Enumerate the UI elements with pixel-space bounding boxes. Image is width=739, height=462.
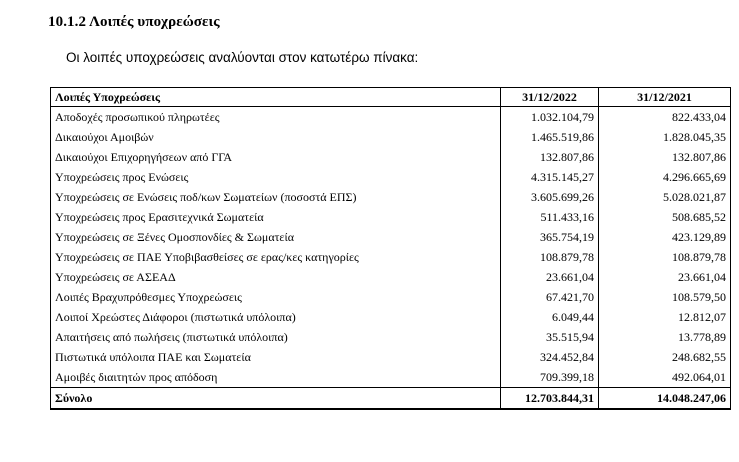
row-label: Υποχρεώσεις σε ΠΑΕ Υποβιβασθείσες σε ερας/κες κατηγορίες <box>51 247 501 267</box>
row-value-2022: 3.605.699,26 <box>501 187 599 207</box>
section-title: 10.1.2 Λοιπές υποχρεώσεις <box>48 14 220 30</box>
table-row <box>51 307 731 327</box>
row-value-2022: 324.452,84 <box>501 347 599 367</box>
row-label: Αποδοχές προσωπικού πληρωτέες <box>51 107 501 128</box>
total-row <box>51 388 731 410</box>
row-value-2021: 5.028.021,87 <box>599 187 731 207</box>
row-value-2021: 132.807,86 <box>599 147 731 167</box>
row-value-2021: 4.296.665,69 <box>599 167 731 187</box>
row-value-2022: 511.433,16 <box>501 207 599 227</box>
table-row <box>51 267 731 287</box>
column-header-2021: 31/12/2021 <box>599 88 731 107</box>
row-value-2021: 108.579,50 <box>599 287 731 307</box>
row-label: Λοιποί Χρεώστες Διάφοροι (πιστωτικά υπόλοιπα) <box>51 307 501 327</box>
row-label: Υποχρεώσεις σε Ενώσεις ποδ/κων Σωματείων (ποσοστά ΕΠΣ) <box>51 187 501 207</box>
column-header-2022: 31/12/2022 <box>501 88 599 107</box>
table-row <box>51 167 731 187</box>
total-label: Σύνολο <box>51 388 501 410</box>
row-label: Υποχρεώσεις σε Ξένες Ομοσπονδίες & Σωματεία <box>51 227 501 247</box>
table-header-row <box>51 88 731 107</box>
row-value-2022: 108.879,78 <box>501 247 599 267</box>
row-label: Δικαιούχοι Επιχορηγήσεων από ΓΓΑ <box>51 147 501 167</box>
table-row <box>51 207 731 227</box>
table-row <box>51 227 731 247</box>
table-row <box>51 347 731 367</box>
row-value-2021: 108.879,78 <box>599 247 731 267</box>
table-row <box>51 247 731 267</box>
row-value-2021: 508.685,52 <box>599 207 731 227</box>
row-label: Δικαιούχοι Αμοιβών <box>51 127 501 147</box>
table-row <box>51 127 731 147</box>
row-value-2021: 1.828.045,35 <box>599 127 731 147</box>
row-value-2022: 6.049,44 <box>501 307 599 327</box>
row-label: Αμοιβές διαιτητών προς απόδοση <box>51 367 501 388</box>
row-value-2021: 822.433,04 <box>599 107 731 128</box>
total-2022: 12.703.844,31 <box>501 388 599 410</box>
row-value-2022: 1.465.519,86 <box>501 127 599 147</box>
row-value-2021: 492.064,01 <box>599 367 731 388</box>
row-value-2022: 709.399,18 <box>501 367 599 388</box>
row-value-2022: 132.807,86 <box>501 147 599 167</box>
row-value-2022: 1.032.104,79 <box>501 107 599 128</box>
row-value-2022: 4.315.145,27 <box>501 167 599 187</box>
table-row <box>51 327 731 347</box>
table-row <box>51 107 731 128</box>
row-label: Απαιτήσεις από πωλήσεις (πιστωτικά υπόλοιπα) <box>51 327 501 347</box>
row-value-2021: 12.812,07 <box>599 307 731 327</box>
row-label: Υποχρεώσεις σε ΑΣΕΑΔ <box>51 267 501 287</box>
table-row <box>51 147 731 167</box>
table-row <box>51 367 731 388</box>
row-value-2022: 67.421,70 <box>501 287 599 307</box>
row-label: Υποχρεώσεις προς Ενώσεις <box>51 167 501 187</box>
row-value-2022: 365.754,19 <box>501 227 599 247</box>
total-2021: 14.048.247,06 <box>599 388 731 410</box>
row-value-2021: 13.778,89 <box>599 327 731 347</box>
row-label: Υποχρεώσεις προς Ερασιτεχνικά Σωματεία <box>51 207 501 227</box>
row-value-2021: 423.129,89 <box>599 227 731 247</box>
row-label: Λοιπές Βραχυπρόθεσμες Υποχρεώσεις <box>51 287 501 307</box>
row-label: Πιστωτικά υπόλοιπα ΠΑΕ και Σωματεία <box>51 347 501 367</box>
intro-text: Οι λοιπές υποχρεώσεις αναλύονται στον κατωτέρω πίνακα: <box>66 50 419 65</box>
row-value-2022: 35.515,94 <box>501 327 599 347</box>
column-header-label: Λοιπές Υποχρεώσεις <box>51 88 501 107</box>
other-liabilities-table <box>50 87 731 410</box>
table-row <box>51 287 731 307</box>
row-value-2021: 248.682,55 <box>599 347 731 367</box>
row-value-2021: 23.661,04 <box>599 267 731 287</box>
table-row <box>51 187 731 207</box>
row-value-2022: 23.661,04 <box>501 267 599 287</box>
